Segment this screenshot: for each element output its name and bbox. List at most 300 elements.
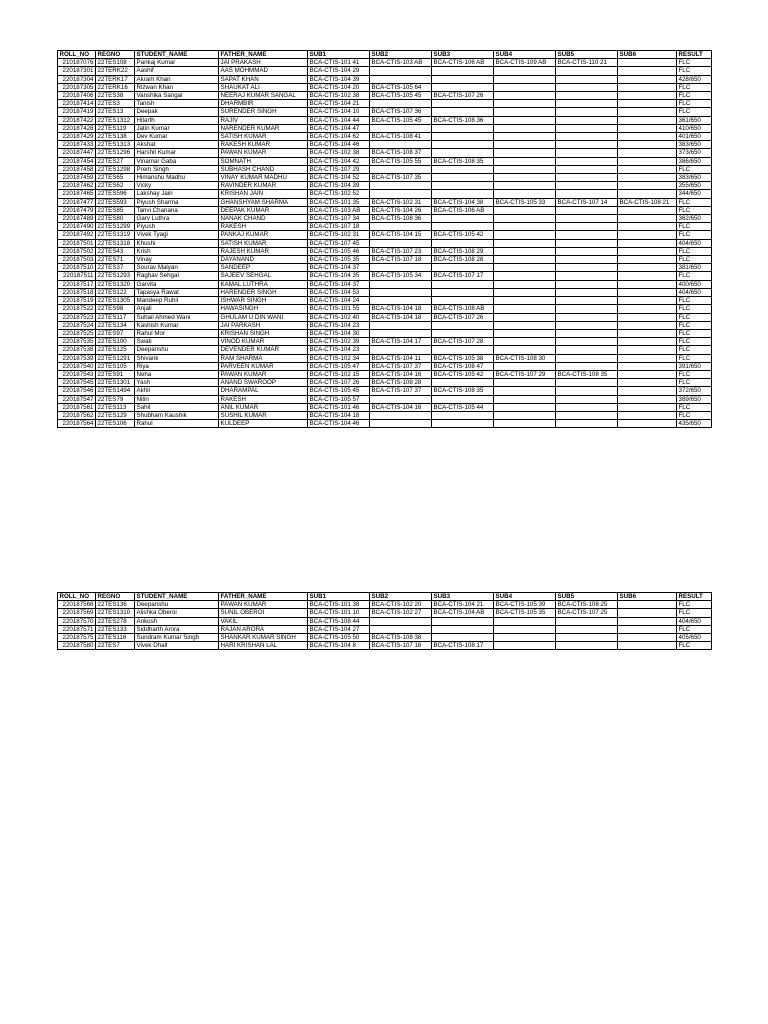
cell-sub6 xyxy=(618,141,677,149)
cell-sub6 xyxy=(618,239,677,247)
cell-father-name: AAS MOHMMAD xyxy=(219,67,308,75)
cell-student-name: Tanvi Chanana xyxy=(135,206,219,214)
cell-sub5 xyxy=(556,625,618,633)
cell-sub6 xyxy=(618,100,677,108)
cell-sub4 xyxy=(494,67,556,75)
cell-result: FLC xyxy=(677,346,712,354)
cell-result: 386/650 xyxy=(677,157,712,165)
cell-sub6 xyxy=(618,165,677,173)
table-row xyxy=(58,182,712,190)
cell-sub4 xyxy=(494,190,556,198)
cell-sub1: BCA-CTIS-102 52 xyxy=(308,190,370,198)
header-sub5: SUB5 xyxy=(556,593,618,601)
cell-sub6 xyxy=(618,634,677,642)
cell-sub6 xyxy=(618,124,677,132)
cell-father-name: ANAND SWAROOP xyxy=(219,379,308,387)
cell-father-name: HAWASINGH xyxy=(219,305,308,313)
cell-sub5 xyxy=(556,617,618,625)
cell-sub3 xyxy=(432,190,494,198)
cell-student-name: Shivank xyxy=(135,354,219,362)
table-row xyxy=(58,83,712,91)
cell-sub6 xyxy=(618,411,677,419)
cell-student-name: Pankaj Kumar xyxy=(135,59,219,67)
cell-sub3: BCA-CTIS-108 36 xyxy=(432,116,494,124)
cell-result: 404/650 xyxy=(677,617,712,625)
cell-father-name: VINOD KUMAR xyxy=(219,338,308,346)
cell-sub4 xyxy=(494,280,556,288)
cell-roll-no: 220187406 xyxy=(58,92,96,100)
cell-student-name: Hitarth xyxy=(135,116,219,124)
cell-sub4 xyxy=(494,288,556,296)
cell-result: 404/650 xyxy=(677,288,712,296)
cell-sub1: BCA-CTIS-101 46 xyxy=(308,403,370,411)
cell-sub5 xyxy=(556,634,618,642)
cell-result: 383/650 xyxy=(677,174,712,182)
cell-student-name: Alishka Oberoi xyxy=(135,609,219,617)
cell-sub2: BCA-CTIS-104 18 xyxy=(370,313,432,321)
cell-sub6 xyxy=(618,247,677,255)
cell-sub6 xyxy=(618,149,677,157)
cell-father-name: HARENDER SINGH xyxy=(219,288,308,296)
cell-sub3 xyxy=(432,634,494,642)
results-table-2 xyxy=(57,592,712,650)
cell-sub4: BCA-CTIS-105 39 xyxy=(494,601,556,609)
cell-result: FLC xyxy=(677,108,712,116)
cell-sub2: BCA-CTIS-108 28 xyxy=(370,379,432,387)
cell-sub6 xyxy=(618,420,677,428)
cell-father-name: RAJIV xyxy=(219,116,308,124)
cell-father-name: GHULAM U DIN WANI xyxy=(219,313,308,321)
cell-father-name: PAWAN KUMAR xyxy=(219,370,308,378)
cell-result: FLC xyxy=(677,59,712,67)
cell-sub3 xyxy=(432,83,494,91)
cell-sub5 xyxy=(556,100,618,108)
cell-student-name: Rizwan Khan xyxy=(135,83,219,91)
cell-sub5 xyxy=(556,272,618,280)
cell-regno: 22TES62 xyxy=(96,182,135,190)
cell-roll-no: 220187477 xyxy=(58,198,96,206)
cell-student-name: Nitin xyxy=(135,395,219,403)
cell-sub3 xyxy=(432,411,494,419)
cell-sub2 xyxy=(370,239,432,247)
cell-roll-no: 220187580 xyxy=(58,642,96,650)
table-row xyxy=(58,338,712,346)
cell-result: 404/650 xyxy=(677,239,712,247)
cell-sub3: BCA-CTIS-107 17 xyxy=(432,272,494,280)
cell-result: FLC xyxy=(677,370,712,378)
cell-student-name: Ankush xyxy=(135,617,219,625)
header-row xyxy=(58,593,712,601)
cell-sub3 xyxy=(432,182,494,190)
cell-sub5 xyxy=(556,92,618,100)
cell-sub5 xyxy=(556,174,618,182)
cell-student-name: Rahul xyxy=(135,420,219,428)
cell-student-name: Shubham Kaushik xyxy=(135,411,219,419)
cell-sub4: BCA-CTIS-109 AB xyxy=(494,59,556,67)
cell-father-name: DEEPAK KUMAR xyxy=(219,206,308,214)
cell-result: 373/650 xyxy=(677,149,712,157)
cell-sub6 xyxy=(618,264,677,272)
cell-sub1: BCA-CTIS-103 AB xyxy=(308,206,370,214)
table-row xyxy=(58,264,712,272)
cell-regno: 22TES133 xyxy=(96,625,135,633)
cell-sub5 xyxy=(556,239,618,247)
cell-sub6 xyxy=(618,116,677,124)
cell-sub5 xyxy=(556,329,618,337)
cell-father-name: RAKESH KUMAR xyxy=(219,141,308,149)
table-row xyxy=(58,149,712,157)
header-regno: REGNO xyxy=(96,51,135,59)
cell-sub6 xyxy=(618,174,677,182)
cell-sub2: BCA-CTIS-103 AB xyxy=(370,59,432,67)
table-row xyxy=(58,239,712,247)
cell-result: FLC xyxy=(677,321,712,329)
cell-regno: 22TES116 xyxy=(96,634,135,642)
cell-student-name: Piyush xyxy=(135,223,219,231)
cell-sub1: BCA-CTIS-105 57 xyxy=(308,395,370,403)
cell-sub6 xyxy=(618,395,677,403)
cell-sub5 xyxy=(556,642,618,650)
cell-sub1: BCA-CTIS-102 38 xyxy=(308,92,370,100)
cell-sub4 xyxy=(494,92,556,100)
cell-regno: 22TES27 xyxy=(96,157,135,165)
cell-regno: 22TERK22 xyxy=(96,67,135,75)
cell-roll-no: 220187570 xyxy=(58,617,96,625)
table-row xyxy=(58,305,712,313)
cell-father-name: JAI PRAKASH xyxy=(219,59,308,67)
cell-sub6 xyxy=(618,182,677,190)
cell-sub6 xyxy=(618,59,677,67)
header-sub1: SUB1 xyxy=(308,593,370,601)
cell-student-name: Siddharth Arora xyxy=(135,625,219,633)
cell-sub1: BCA-CTIS-104 24 xyxy=(308,297,370,305)
cell-sub3 xyxy=(432,379,494,387)
cell-sub2 xyxy=(370,288,432,296)
cell-sub5 xyxy=(556,411,618,419)
cell-father-name: SAJEEV SEHGAL xyxy=(219,272,308,280)
cell-sub6 xyxy=(618,190,677,198)
cell-regno: 22TES1296 xyxy=(96,149,135,157)
cell-sub5 xyxy=(556,157,618,165)
cell-sub2 xyxy=(370,617,432,625)
cell-sub2 xyxy=(370,625,432,633)
cell-sub6 xyxy=(618,346,677,354)
table-row xyxy=(58,215,712,223)
cell-regno: 22TES80 xyxy=(96,215,135,223)
cell-father-name: SUBHASH CHAND xyxy=(219,165,308,173)
cell-sub3 xyxy=(432,149,494,157)
cell-sub3: BCA-CTIS-108 28 xyxy=(432,256,494,264)
cell-sub1: BCA-CTIS-102 34 xyxy=(308,354,370,362)
cell-sub1: BCA-CTIS-107 34 xyxy=(308,215,370,223)
cell-sub2 xyxy=(370,329,432,337)
cell-result: FLC xyxy=(677,601,712,609)
cell-sub4 xyxy=(494,239,556,247)
cell-father-name: SANDEEP xyxy=(219,264,308,272)
table-row xyxy=(58,642,712,650)
cell-sub1: BCA-CTIS-104 37 xyxy=(308,280,370,288)
cell-student-name: Deepanshu xyxy=(135,346,219,354)
cell-result: 344/650 xyxy=(677,190,712,198)
cell-result: FLC xyxy=(677,100,712,108)
table-header xyxy=(58,593,712,601)
cell-father-name: KAMAL LUTHRA xyxy=(219,280,308,288)
cell-student-name: Aashif xyxy=(135,67,219,75)
cell-regno: 22TES97 xyxy=(96,329,135,337)
cell-father-name: SHANKAR KUMAR SINGH xyxy=(219,634,308,642)
table-row xyxy=(58,133,712,141)
cell-sub4 xyxy=(494,231,556,239)
cell-student-name: Neha xyxy=(135,370,219,378)
cell-student-name: Akshat xyxy=(135,141,219,149)
table-row xyxy=(58,59,712,67)
cell-sub3: BCA-CTIS-105 38 xyxy=(432,354,494,362)
cell-sub1: BCA-CTIS-101 10 xyxy=(308,609,370,617)
cell-sub3: BCA-CTIS-108 AB xyxy=(432,305,494,313)
cell-student-name: Kashish Kumar xyxy=(135,321,219,329)
cell-sub5 xyxy=(556,321,618,329)
cell-regno: 22TES98 xyxy=(96,305,135,313)
cell-sub4 xyxy=(494,108,556,116)
cell-roll-no: 220187479 xyxy=(58,206,96,214)
cell-sub2: BCA-CTIS-104 16 xyxy=(370,403,432,411)
cell-sub2 xyxy=(370,411,432,419)
cell-student-name: Lakshay Jain xyxy=(135,190,219,198)
cell-father-name: KRISHAN JAIN xyxy=(219,190,308,198)
cell-sub4 xyxy=(494,83,556,91)
cell-sub3 xyxy=(432,100,494,108)
cell-sub3: BCA-CTIS-108 35 xyxy=(432,387,494,395)
cell-result: FLC xyxy=(677,379,712,387)
cell-sub3 xyxy=(432,223,494,231)
cell-roll-no: 220187522 xyxy=(58,305,96,313)
cell-regno: 22TES1298 xyxy=(96,165,135,173)
table-row xyxy=(58,206,712,214)
cell-sub1: BCA-CTIS-105 47 xyxy=(308,362,370,370)
cell-sub5 xyxy=(556,215,618,223)
header-student-name: STUDENT_NAME xyxy=(135,51,219,59)
table-row xyxy=(58,395,712,403)
cell-roll-no: 220187510 xyxy=(58,264,96,272)
header-sub3: SUB3 xyxy=(432,51,494,59)
cell-father-name: NEERAJ KUMAR SANGAL xyxy=(219,92,308,100)
cell-sub4 xyxy=(494,256,556,264)
cell-sub6 xyxy=(618,206,677,214)
cell-regno: 22TES1312 xyxy=(96,116,135,124)
cell-sub4 xyxy=(494,305,556,313)
table-row xyxy=(58,256,712,264)
cell-regno: 22TES1319 xyxy=(96,231,135,239)
cell-sub6 xyxy=(618,108,677,116)
table-row xyxy=(58,403,712,411)
cell-father-name: PAWAN KUMAR xyxy=(219,149,308,157)
cell-father-name: RAKESH xyxy=(219,223,308,231)
cell-sub1: BCA-CTIS-104 42 xyxy=(308,157,370,165)
table-row xyxy=(58,280,712,288)
cell-result: FLC xyxy=(677,329,712,337)
header-sub2: SUB2 xyxy=(370,593,432,601)
cell-sub2: BCA-CTIS-102 27 xyxy=(370,609,432,617)
cell-regno: 22TES1293 xyxy=(96,272,135,280)
cell-sub5 xyxy=(556,141,618,149)
cell-roll-no: 220187538 xyxy=(58,346,96,354)
cell-sub1: BCA-CTIS-104 46 xyxy=(308,141,370,149)
cell-sub5: BCA-CTIS-108 25 xyxy=(556,601,618,609)
cell-regno: 22TES1310 xyxy=(96,609,135,617)
header-row xyxy=(58,51,712,59)
cell-sub2: BCA-CTIS-102 31 xyxy=(370,198,432,206)
cell-roll-no: 220187540 xyxy=(58,362,96,370)
cell-sub1: BCA-CTIS-104 23 xyxy=(308,321,370,329)
cell-sub3: BCA-CTIS-108 47 xyxy=(432,362,494,370)
cell-result: 361/650 xyxy=(677,116,712,124)
table-row xyxy=(58,124,712,132)
cell-regno: 22TES119 xyxy=(96,124,135,132)
header-result: RESULT xyxy=(677,593,712,601)
cell-regno: 22TES113 xyxy=(96,403,135,411)
cell-sub4 xyxy=(494,157,556,165)
cell-father-name: ANIL KUMAR xyxy=(219,403,308,411)
cell-result: FLC xyxy=(677,354,712,362)
cell-father-name: DHARAMPAL xyxy=(219,387,308,395)
cell-sub2: BCA-CTIS-105 45 xyxy=(370,92,432,100)
cell-roll-no: 220187454 xyxy=(58,157,96,165)
cell-sub2: BCA-CTIS-108 37 xyxy=(370,149,432,157)
cell-roll-no: 220187465 xyxy=(58,190,96,198)
cell-sub6 xyxy=(618,387,677,395)
cell-sub3 xyxy=(432,75,494,83)
cell-roll-no: 220187519 xyxy=(58,297,96,305)
table-row xyxy=(58,321,712,329)
header-student-name: STUDENT_NAME xyxy=(135,593,219,601)
cell-father-name: HARI KRISHAN LAL xyxy=(219,642,308,650)
cell-sub4 xyxy=(494,321,556,329)
cell-sub6 xyxy=(618,617,677,625)
header-result: RESULT xyxy=(677,51,712,59)
cell-roll-no: 220187490 xyxy=(58,223,96,231)
table-row xyxy=(58,116,712,124)
cell-sub1: BCA-CTIS-105 45 xyxy=(308,387,370,395)
cell-sub2 xyxy=(370,420,432,428)
cell-sub5 xyxy=(556,338,618,346)
cell-sub1: BCA-CTIS-104 39 xyxy=(308,75,370,83)
cell-sub3 xyxy=(432,420,494,428)
cell-sub6 xyxy=(618,92,677,100)
cell-sub1: BCA-CTIS-104 8 xyxy=(308,642,370,650)
cell-sub3 xyxy=(432,297,494,305)
cell-sub1: BCA-CTIS-107 45 xyxy=(308,239,370,247)
cell-student-name: Riya xyxy=(135,362,219,370)
cell-regno: 22TES85 xyxy=(96,206,135,214)
cell-sub4 xyxy=(494,133,556,141)
cell-roll-no: 220187503 xyxy=(58,256,96,264)
cell-student-name: Rahul Mor xyxy=(135,329,219,337)
cell-roll-no: 220187458 xyxy=(58,165,96,173)
cell-regno: 22TES1305 xyxy=(96,297,135,305)
cell-sub3 xyxy=(432,215,494,223)
header-regno: REGNO xyxy=(96,593,135,601)
cell-sub1: BCA-CTIS-101 35 xyxy=(308,198,370,206)
cell-roll-no: 220187419 xyxy=(58,108,96,116)
cell-sub4 xyxy=(494,411,556,419)
cell-sub3 xyxy=(432,174,494,182)
header-sub1: SUB1 xyxy=(308,51,370,59)
cell-sub5 xyxy=(556,264,618,272)
cell-regno: 22TES100 xyxy=(96,338,135,346)
cell-result: 428/650 xyxy=(677,75,712,83)
cell-sub4 xyxy=(494,338,556,346)
cell-father-name: PAWAN KUMAR xyxy=(219,601,308,609)
cell-sub2 xyxy=(370,264,432,272)
cell-sub1: BCA-CTIS-104 37 xyxy=(308,264,370,272)
cell-roll-no: 220187545 xyxy=(58,379,96,387)
cell-sub3: BCA-CTIS-105 44 xyxy=(432,403,494,411)
cell-sub1: BCA-CTIS-104 18 xyxy=(308,411,370,419)
cell-sub6 xyxy=(618,313,677,321)
cell-student-name: Harshit Kumar xyxy=(135,149,219,157)
header-sub4: SUB4 xyxy=(494,51,556,59)
table-body xyxy=(58,601,712,650)
cell-sub1: BCA-CTIS-104 23 xyxy=(308,346,370,354)
cell-roll-no: 220187459 xyxy=(58,174,96,182)
cell-result: FLC xyxy=(677,272,712,280)
cell-sub3: BCA-CTIS-107 26 xyxy=(432,92,494,100)
cell-result: FLC xyxy=(677,625,712,633)
cell-regno: 22TES91 xyxy=(96,370,135,378)
cell-sub4 xyxy=(494,206,556,214)
cell-father-name: RAJESH KUMAR xyxy=(219,247,308,255)
cell-result: 355/650 xyxy=(677,182,712,190)
cell-sub4 xyxy=(494,379,556,387)
cell-sub6 xyxy=(618,215,677,223)
cell-roll-no: 220187546 xyxy=(58,387,96,395)
cell-father-name: SATISH KUMAR xyxy=(219,133,308,141)
cell-sub2: BCA-CTIS-108 41 xyxy=(370,133,432,141)
cell-student-name: Anjali xyxy=(135,305,219,313)
cell-sub3: BCA-CTIS-108 29 xyxy=(432,247,494,255)
cell-student-name: Vanshika Sangal xyxy=(135,92,219,100)
cell-student-name: Vicky xyxy=(135,182,219,190)
cell-sub1: BCA-CTIS-104 44 xyxy=(308,116,370,124)
cell-sub2 xyxy=(370,395,432,403)
cell-student-name: Mandeep Ruhil xyxy=(135,297,219,305)
table-header xyxy=(58,51,712,59)
cell-sub5: BCA-CTIS-107 25 xyxy=(556,609,618,617)
cell-sub5 xyxy=(556,231,618,239)
cell-result: FLC xyxy=(677,231,712,239)
cell-sub6 xyxy=(618,379,677,387)
cell-sub1: BCA-CTIS-104 53 xyxy=(308,288,370,296)
cell-sub2: BCA-CTIS-108 38 xyxy=(370,634,432,642)
cell-sub4 xyxy=(494,634,556,642)
cell-father-name: DAYANAND xyxy=(219,256,308,264)
cell-sub5 xyxy=(556,149,618,157)
cell-sub3 xyxy=(432,264,494,272)
cell-regno: 22TES136 xyxy=(96,601,135,609)
cell-roll-no: 220187492 xyxy=(58,231,96,239)
cell-sub5 xyxy=(556,247,618,255)
table-row xyxy=(58,75,712,83)
cell-result: FLC xyxy=(677,411,712,419)
cell-sub2: BCA-CTIS-107 37 xyxy=(370,387,432,395)
cell-sub6 xyxy=(618,297,677,305)
cell-student-name: Prem Singh xyxy=(135,165,219,173)
cell-sub1: BCA-CTIS-107 26 xyxy=(308,379,370,387)
cell-sub2 xyxy=(370,346,432,354)
cell-sub6: BCA-CTIS-108 21 xyxy=(618,198,677,206)
cell-sub2 xyxy=(370,165,432,173)
cell-sub6 xyxy=(618,321,677,329)
